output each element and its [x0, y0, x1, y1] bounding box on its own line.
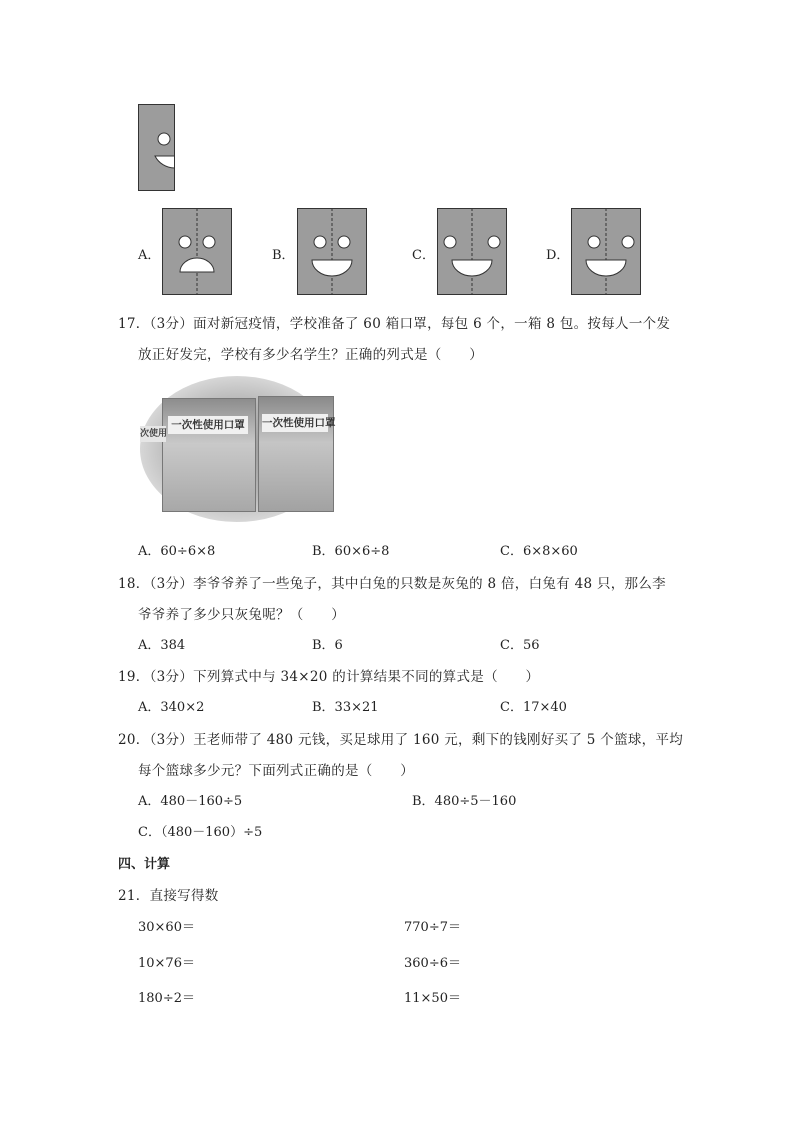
- question-17-option-b: B．60×6÷8: [312, 544, 390, 559]
- question-17-option-c: C．6×8×60: [500, 544, 578, 559]
- question-19-option-c: C．17×40: [500, 700, 567, 715]
- question-19-option-b: B．33×21: [312, 700, 379, 715]
- option-c-face-figure: [437, 208, 509, 296]
- question-17-option-a: A．60÷6×8: [138, 544, 216, 559]
- option-d-face-figure: [571, 208, 643, 296]
- question-21-title: 21．直接写得数: [118, 888, 219, 904]
- option-b-label: B．: [272, 248, 295, 263]
- calc-item: 360÷6＝: [404, 956, 461, 971]
- option-b-face-figure: [297, 208, 369, 296]
- question-19-option-a: A．340×2: [138, 700, 205, 715]
- option-a-face-figure: [162, 208, 234, 296]
- option-d-label: D．: [546, 248, 570, 263]
- mask-package-label-edge: 次使用: [140, 426, 166, 442]
- section-4-title: 四、计算: [118, 857, 171, 872]
- question-20-option-b: B．480÷5－160: [412, 794, 517, 809]
- calc-item: 180÷2＝: [138, 991, 195, 1006]
- question-18-line-1: 18．（3分）李爷爷养了一些兔子，其中白兔的只数是灰兔的 8 倍，白兔有 48 只，那么李: [118, 576, 666, 592]
- question-18-line-2: 爷爷养了多少只灰兔呢？（ ）: [138, 607, 345, 623]
- mask-packages-photo: [140, 376, 334, 522]
- mask-package-label-left: 一次性使用口罩: [168, 416, 248, 434]
- calc-item: 30×60＝: [138, 920, 195, 935]
- question-19-line-1: 19．（3分）下列算式中与 34×20 的计算结果不同的算式是（ ）: [118, 669, 540, 685]
- question-18-option-c: C．56: [500, 638, 540, 653]
- question-17-line-2: 放正好发完，学校有多少名学生？正确的列式是（ ）: [138, 347, 483, 363]
- question-18-option-a: A．384: [138, 638, 186, 653]
- question-18-option-b: B．6: [312, 638, 343, 653]
- question-17-line-1: 17．（3分）面对新冠疫情，学校准备了 60 箱口罩，每包 6 个，一箱 8 包。按每人一个发: [118, 316, 671, 332]
- question-20-option-c: C．（480－160）÷5: [138, 825, 263, 840]
- mask-package-label-right: 一次性使用口罩: [262, 414, 328, 432]
- calc-item: 770÷7＝: [404, 920, 461, 935]
- question-20-line-2: 每个篮球多少元？下面列式正确的是（ ）: [138, 763, 414, 779]
- calc-item: 10×76＝: [138, 956, 195, 971]
- folded-half-face-figure: [138, 104, 178, 192]
- option-a-label: A．: [138, 248, 161, 263]
- option-c-label: C．: [412, 248, 435, 263]
- question-20-line-1: 20．（3分）王老师带了 480 元钱，买足球用了 160 元，剩下的钱刚好买了 5 个篮球，平均: [118, 732, 684, 748]
- calc-item: 11×50＝: [404, 991, 461, 1006]
- question-20-option-a: A．480－160÷5: [138, 794, 243, 809]
